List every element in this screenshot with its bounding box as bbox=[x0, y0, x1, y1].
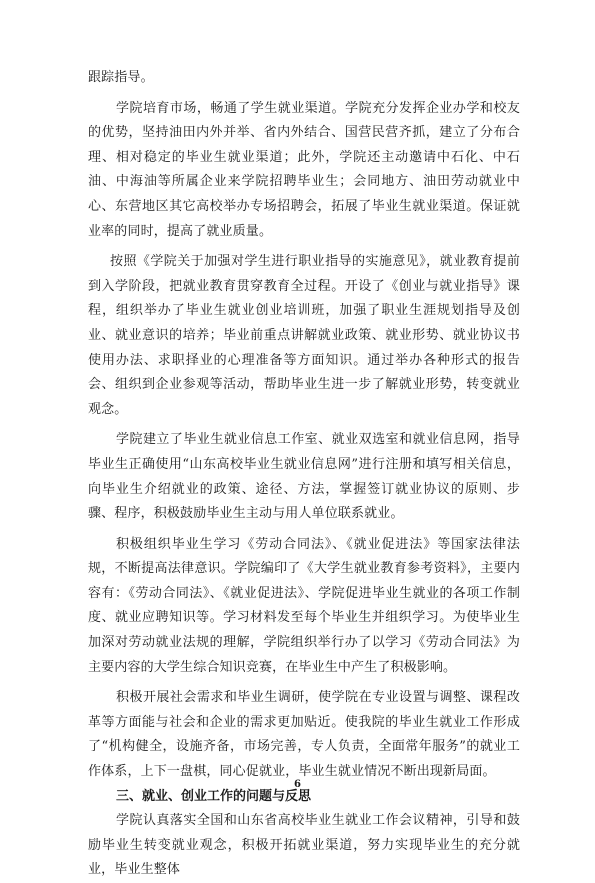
paragraph-labor-law: 积极组织毕业生学习《劳动合同法》、《就业促进法》等国家法律法规，不断提高法律意识。学院编印了《大学生就业教育参考资料》，主要内容有：《劳动合同法》、《就业促进法》、学院促进毕业生就业的各项工作制度、就业应聘知识等。学习材料发至每个毕业生并组织学习。为使毕业生加深对劳动就业法规的理解，学院组织举行办了以学习《劳动合同法》为主要内容的大学生综合知识竞赛，在毕业生中产生了积极影响。 bbox=[88, 536, 520, 675]
page-body bbox=[88, 66, 520, 883]
page-number: 6 bbox=[294, 779, 301, 790]
section-heading: 三、就业、创业工作的问题与反思 bbox=[116, 788, 312, 804]
paragraph-information-office: 学院建立了毕业生就业信息工作室、就业双选室和就业信息网，指导毕业生正确使用“山东高校毕业生就业信息网”进行注册和填写相关信息，向毕业生介绍就业的政策、途径、方法，掌握签订就业协议的原则、步骤、程序，积极鼓励毕业生主动与用人单位联系就业。 bbox=[88, 432, 520, 522]
paragraph-continuation: 跟踪指导。 bbox=[88, 70, 154, 85]
paragraph-conference-spirit: 学院认真落实全国和山东省高校毕业生就业工作会议精神，引导和鼓励毕业生转变就业观念，积极开拓就业渠道，努力实现毕业生的充分就业，毕业生整体 bbox=[88, 813, 520, 878]
paragraph-market-channels: 学院培育市场，畅通了学生就业渠道。学院充分发挥企业办学和校友的优势，坚持油田内外并举、省内外结合、国营民营齐抓，建立了分布合理、相对稳定的毕业生就业渠道；此外，学院还主动邀请中石化、中石油、中海油等所属企业来学院招聘毕业生；会同地方、油田劳动就业中心、东营地区其它高校举办专场招聘会，拓展了毕业生就业渠道。保证就业率的同时，提高了就业质量。 bbox=[88, 100, 520, 239]
paragraph-social-survey: 积极开展社会需求和毕业生调研，使学院在专业设置与调整、课程改革等方面能与社会和企业的需求更加贴近。使我院的毕业生就业工作形成了“机构健全，设施齐备，市场完善，专人负责，全面常年服务”的就业工作体系，上下一盘棋，同心促就业，毕业生就业情况不断出现新局面。 bbox=[88, 690, 520, 780]
paragraph-career-guidance: 按照《学院关于加强对学生进行职业指导的实施意见》，就业教育提前到入学阶段，把就业教育贯穿教育全过程。开设了《创业与就业指导》课程，组织举办了毕业生就业创业培训班，加强了职业生涯规划指导及创业、就业意识的培养；毕业前重点讲解就业政策、就业形势、就业协议书使用办法、求职择业的心理准备等方面知识。通过举办各种形式的报告会、组织到企业参观等活动，帮助毕业生进一步了解就业形势，转变就业观念。 bbox=[88, 254, 520, 417]
